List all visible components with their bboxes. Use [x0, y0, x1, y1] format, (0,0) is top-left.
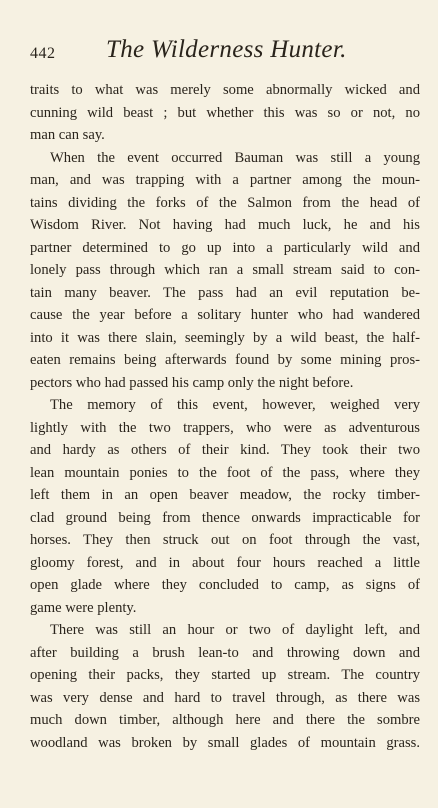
text-line: partner determined to go up into a particularly wild and	[30, 239, 420, 256]
text-line: The memory of this event, however, weighed very	[50, 397, 420, 413]
text-line: cause the year before a solitary hunter who had wandered	[30, 307, 420, 323]
text-line: man, and was trapping with a partner among the moun-	[30, 172, 420, 188]
text-line: man can say.	[30, 127, 105, 143]
text-line: game were plenty.	[30, 599, 137, 616]
text-line: Wisdom River. Not having had much luck, he and his	[30, 217, 420, 233]
text-line: left them in an open beaver meadow, the rocky timber-	[30, 487, 420, 503]
text-line: lean mountain ponies to the foot of the pass, where they	[30, 464, 420, 481]
text-line: There was still an hour or two of daylight left, and	[50, 622, 420, 638]
text-line: after building a brush lean-to and throwing down and	[30, 644, 420, 661]
running-title: The Wilderness Hunter.	[106, 36, 347, 63]
text-line: lonely pass through which ran a small stream said to con-	[30, 262, 420, 278]
text-line: tain many beaver. The pass had an evil reputation be-	[30, 284, 420, 301]
text-line: opening their packs, they started up stream. The country	[30, 667, 420, 683]
text-line: clad ground being from thence onwards impracticable for	[30, 509, 420, 526]
text-line: woodland was broken by small glades of mountain grass.	[30, 734, 420, 751]
text-line: pectors who had passed his camp only the night before.	[30, 374, 354, 391]
text-line: horses. They then struck out on foot through the vast,	[30, 532, 420, 548]
page-header	[30, 36, 422, 72]
text-line: tains dividing the forks of the Salmon from the head of	[30, 194, 420, 211]
text-line: traits to what was merely some abnormally wicked and	[30, 82, 420, 98]
text-line: lightly with the two trappers, who were as adventurous	[30, 419, 420, 436]
text-line: gloomy forest, and in about four hours reached a little	[30, 554, 420, 571]
text-line: eaten remains being afterwards found by some mining pros-	[30, 352, 420, 368]
text-line: was very dense and hard to travel through, as there was	[30, 689, 420, 706]
body-text	[30, 79, 420, 754]
text-line: cunning wild beast ; but whether this was so or not, no	[30, 104, 420, 121]
text-line: much down timber, although here and there the sombre	[30, 712, 420, 728]
text-line: into it was there slain, seemingly by a wild beast, the half-	[30, 329, 420, 346]
text-line: When the event occurred Bauman was still a young	[50, 149, 420, 166]
text-line: open glade where they concluded to camp, as signs of	[30, 577, 420, 593]
text-line: and hardy as others of their kind. They took their two	[30, 442, 420, 458]
page-number: 442	[30, 45, 56, 62]
